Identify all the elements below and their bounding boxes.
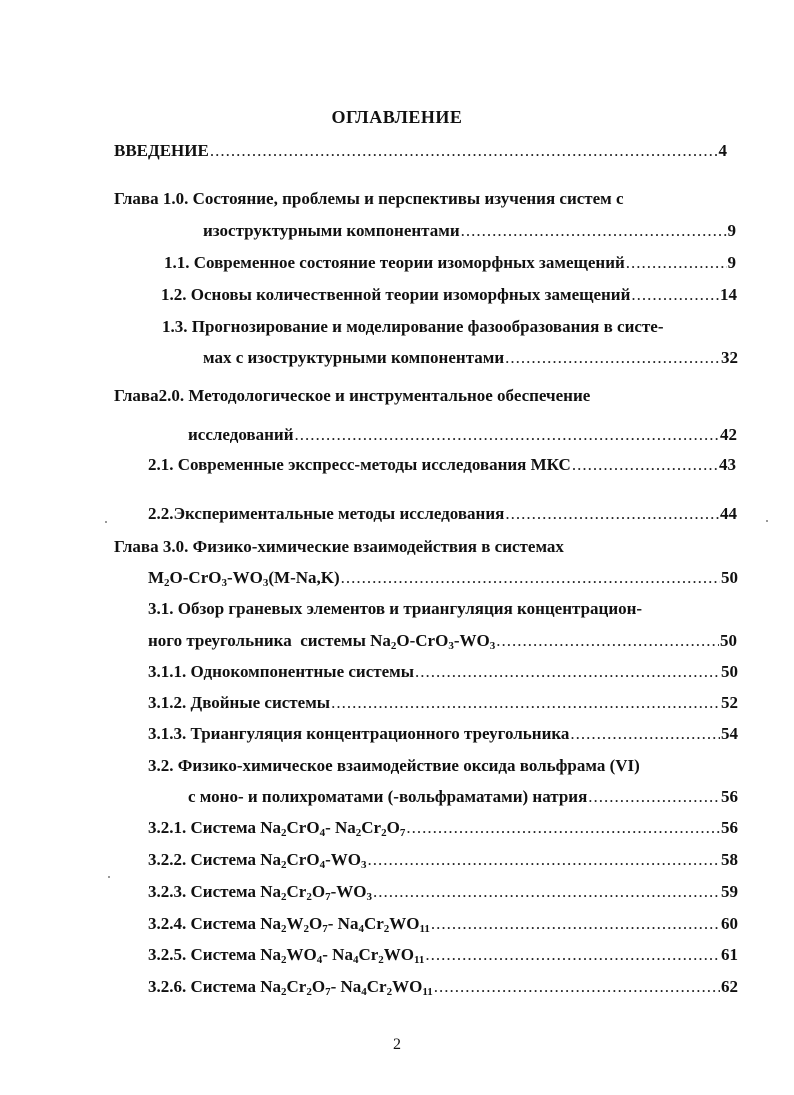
dot-leader xyxy=(367,849,720,871)
dot-leader xyxy=(415,661,720,683)
toc-entry-text: 3.2.1. Система $Na_2CrO_4-$ $Na_2Cr_2O_7$ xyxy=(148,818,406,839)
dot-leader xyxy=(570,723,720,745)
scan-speck xyxy=(105,521,107,523)
toc-entry-ch3 xyxy=(148,567,738,589)
toc-entry-text: 2.2.Экспериментальные методы исследования xyxy=(148,504,505,523)
toc-entry-text: 3.1.2. Двойные системы xyxy=(148,693,331,712)
toc-page-number: 32 xyxy=(721,348,738,367)
toc-entry-3-2-4 xyxy=(148,913,738,935)
dot-leader xyxy=(425,944,720,966)
toc-entry-text: $M_2O-CrO_3-WO_3(M-Na,K)$ xyxy=(148,568,340,589)
toc-page-number: 54 xyxy=(721,724,738,743)
scan-speck xyxy=(766,520,768,522)
toc-entry-3-2-5 xyxy=(148,944,738,966)
toc-entry-text: 1.1. Современное состояние теории изоморфных замещений xyxy=(164,253,625,272)
scan-speck xyxy=(108,876,110,878)
page-number: 2 xyxy=(393,1036,401,1053)
dot-leader xyxy=(505,347,720,369)
toc-entry-text: 3.2.2. Система $Na_2CrO_4-WO_3$ xyxy=(148,850,367,871)
toc-page-number: 50 xyxy=(720,631,737,650)
toc-entry-3-2-6 xyxy=(148,976,738,998)
toc-chapter-3-heading: Глава 3.0. Физико-химические взаимодействия в системах xyxy=(114,537,564,556)
dot-leader xyxy=(588,786,720,808)
toc-page-number: 14 xyxy=(720,285,737,304)
toc-page-number: 62 xyxy=(721,977,738,996)
toc-page-number: 42 xyxy=(720,425,737,444)
toc-entry-text: ВВЕДЕНИЕ xyxy=(114,141,209,160)
toc-entry-1-1 xyxy=(164,252,736,274)
toc-entry-3-2-3 xyxy=(148,881,738,903)
toc-entry-text: с моно- и полихроматами (-вольфраматами) натрия xyxy=(188,787,588,806)
dot-leader xyxy=(341,567,720,589)
dot-leader xyxy=(626,252,727,274)
toc-page-number: 9 xyxy=(727,221,736,240)
toc-entry-3-1-3 xyxy=(148,723,738,745)
toc-entry-3-1-heading: 3.1. Обзор граневых элементов и триангуляция концентрацион- xyxy=(148,599,643,618)
toc-chapter-1-heading: Глава 1.0. Состояние, проблемы и перспективы изучения систем с xyxy=(114,189,624,208)
toc-entry-3-2-heading: 3.2. Физико-химическое взаимодействие оксида вольфрама (VI) xyxy=(148,756,640,775)
toc-page-number: 61 xyxy=(721,945,738,964)
toc-page-number: 52 xyxy=(721,693,738,712)
toc-page-number: 59 xyxy=(721,882,738,901)
toc-entry-3-2-2 xyxy=(148,849,738,871)
toc-entry-text: 2.1. Современные экспресс-методы исследования МКС xyxy=(148,455,571,474)
dot-leader xyxy=(461,220,727,242)
dot-leader xyxy=(631,284,719,306)
toc-entry-2-1 xyxy=(148,454,736,476)
toc-entry-1-2 xyxy=(161,284,737,306)
toc-entry-text: мах с изоструктурными компонентами xyxy=(203,348,505,367)
toc-page-number: 56 xyxy=(721,818,738,837)
dot-leader xyxy=(505,503,719,525)
page-title: ОГЛАВЛЕНИЕ xyxy=(331,107,463,127)
dot-leader xyxy=(210,140,718,162)
toc-entry-2-2 xyxy=(148,503,737,525)
toc-page-number: 50 xyxy=(721,662,738,681)
dot-leader xyxy=(496,630,719,652)
toc-entry-3-1 xyxy=(148,630,737,652)
toc-entry-text: 3.2.5. Система $Na_2WO_4-$ $Na_4Cr_2WO_{11}$ xyxy=(148,945,425,966)
toc-page-number: 9 xyxy=(727,253,736,272)
toc-page-number: 50 xyxy=(721,568,738,587)
toc-entry-3-2-1 xyxy=(148,817,738,839)
toc-page-number: 43 xyxy=(719,455,736,474)
toc-entry-text: исследований xyxy=(188,425,294,444)
toc-entry-text: 1.2. Основы количественной теории изоморфных замещений xyxy=(161,285,631,304)
toc-chapter-2-heading: Глава2.0. Методологическое и инструментальное обеспечение xyxy=(114,386,591,405)
toc-entry-1-3 xyxy=(203,347,738,369)
toc-entry-text: 3.2.3. Система $Na_2Cr_2O_7-WO_3$ xyxy=(148,882,372,903)
toc-page-number: 56 xyxy=(721,787,738,806)
toc-entry-text: 3.2.4. Система $Na_2W_2O_7-$ $Na_4Cr_2WO_{11}$ xyxy=(148,914,430,935)
toc-entry-3-1-1 xyxy=(148,661,738,683)
toc-entry-text: 3.2.6. Система $Na_2Cr_2O_7-$ $Na_4Cr_2WO_{11}$ xyxy=(148,977,433,998)
toc-entry-ch2 xyxy=(188,424,737,446)
dot-leader xyxy=(431,913,720,935)
dot-leader xyxy=(434,976,720,998)
dot-leader xyxy=(295,424,720,446)
toc-entry-text: ного треугольника системы $Na_2O-CrO_3-WO_3$ xyxy=(148,631,496,652)
dot-leader xyxy=(331,692,720,714)
toc-page-number: 4 xyxy=(718,141,727,160)
toc-page-number: 44 xyxy=(720,504,737,523)
toc-entry-3-1-2 xyxy=(148,692,738,714)
toc-page-number: 60 xyxy=(721,914,738,933)
toc-entry-3-2 xyxy=(188,786,738,808)
toc-entry-ch1 xyxy=(203,220,736,242)
toc-entry-1-3-heading: 1.3. Прогнозирование и моделирование фазообразования в систе- xyxy=(162,317,664,336)
dot-leader xyxy=(373,881,720,903)
toc-entry-text: 3.1.1. Однокомпонентные системы xyxy=(148,662,414,681)
dot-leader xyxy=(572,454,718,476)
dot-leader xyxy=(406,817,720,839)
toc-page-number: 58 xyxy=(721,850,738,869)
toc-entry-intro xyxy=(114,140,727,162)
toc-entry-text: изоструктурными компонентами xyxy=(203,221,460,240)
toc-entry-text: 3.1.3. Триангуляция концентрационного треугольника xyxy=(148,724,570,743)
